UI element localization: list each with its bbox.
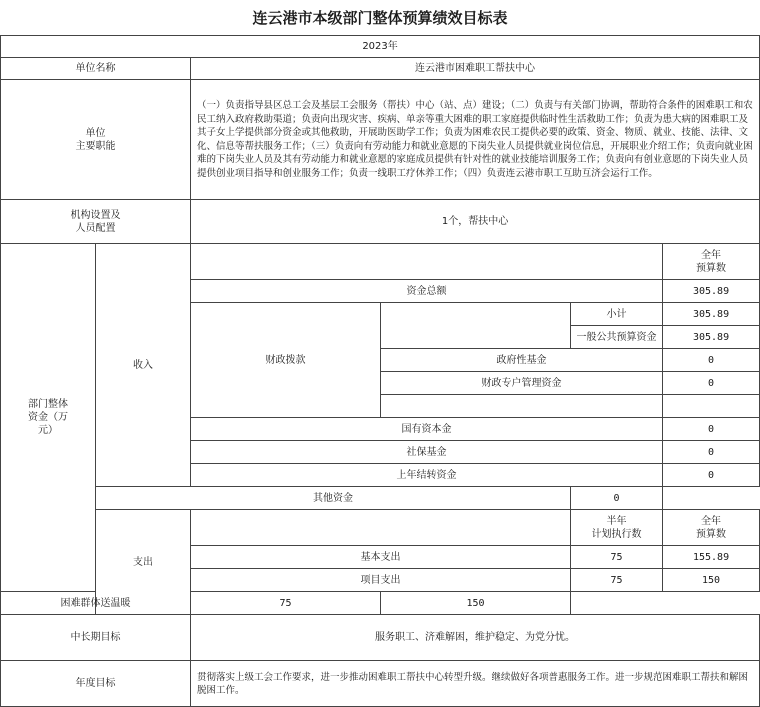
subtotal-label: 小计 (571, 303, 663, 326)
table-row (1, 592, 760, 615)
duty-text: （一）负责指导县区总工会及基层工会服务（帮扶）中心（站、点）建设；（二）负责与有关部门协调，帮助符合条件的困难职工和农民工纳入政府救助渠道；负责向出现灾害、疾病、单亲等重大困难的职工家庭提供临时性生活救助工作；负责为患大病的困难职工及其子女上学提供部分资金或其他救助，开展助医助学工作；负责为困难农民工提供必要的政策、资金、物质、就业、技能、法律、文化、信息等帮扶服务工作；（三）负责向有劳动能力和就业意愿的下岗失业人员提供就业岗位信息，开展职业介绍工作；负责向就业困难的下岗失业人员及其有劳动能力和就业意愿的家庭成员提供有针对性的就业技能培训服务工作；负责向有创业意愿的下岗失业人员提供创业项目指导和创业服务工作；负责一线职工疗休养工作；（四）负责连云港市职工互助互济会运行工作。 (191, 80, 760, 200)
unit-name-row (1, 58, 760, 80)
expense-half-header-line-1: 半年 (606, 515, 627, 527)
duty-label-line-2: 主要职能 (75, 140, 116, 152)
org-label (1, 200, 191, 244)
org-text: 1个，帮扶中心 (191, 200, 760, 244)
income-header-row (1, 244, 760, 280)
expense-header-row (1, 510, 760, 546)
income-full-header (663, 244, 760, 280)
carryover-label: 上年结转资金 (191, 464, 663, 487)
expense-full-header-line-2: 预算数 (696, 528, 727, 540)
expense-half-header (571, 510, 663, 546)
annual-label: 年度目标 (1, 661, 191, 707)
special-account-value: 0 (663, 372, 760, 395)
general-budget-value: 305.89 (663, 326, 760, 349)
expense-half-header-line-2: 计划执行数 (591, 528, 642, 540)
subtotal-value: 305.89 (663, 303, 760, 326)
project-expense-full: 150 (663, 569, 760, 592)
gov-fund-label: 政府性基金 (381, 349, 663, 372)
warmth-expense-label: 困难群体送温暖 (1, 592, 191, 615)
midterm-label: 中长期目标 (1, 615, 191, 661)
page-title: 连云港市本级部门整体预算绩效目标表 (252, 9, 508, 27)
project-expense-label: 项目支出 (191, 569, 571, 592)
midterm-text: 服务职工、济难解困，维护稳定、为党分忧。 (191, 615, 760, 661)
basic-expense-label: 基本支出 (191, 546, 571, 569)
social-fund-value: 0 (663, 441, 760, 464)
fiscal-tail-blank (381, 395, 663, 418)
fund-label (1, 244, 96, 592)
fund-label-line-1: 部门整体 (28, 399, 68, 410)
duty-label (1, 80, 191, 200)
org-label-line-2: 人员配置 (75, 222, 116, 234)
fund-label-line-3: 元） (38, 425, 58, 436)
income-full-header-line-1: 全年 (701, 249, 722, 261)
basic-expense-full: 155.89 (663, 546, 760, 569)
unit-name-value: 连云港市困难职工帮扶中心 (191, 58, 760, 80)
year-row (1, 36, 760, 58)
other-fund-label: 其他资金 (96, 487, 571, 510)
basic-expense-half: 75 (571, 546, 663, 569)
general-budget-label: 一般公共预算资金 (571, 326, 663, 349)
expense-header-blank (191, 510, 571, 546)
expense-full-header (663, 510, 760, 546)
other-fund-value: 0 (571, 487, 663, 510)
fiscal-blank (381, 303, 571, 349)
total-label: 资金总额 (191, 280, 663, 303)
duty-label-line-1: 单位 (85, 127, 106, 139)
unit-name-label: 单位名称 (1, 58, 191, 80)
budget-table (0, 35, 760, 707)
annual-text: 贯彻落实上级工会工作要求，进一步推动困难职工帮扶中心转型升级。继续做好各项普惠服务工作。进一步规范困难职工帮扶和解困脱困工作。 (191, 661, 760, 707)
table-row (1, 487, 760, 510)
org-row (1, 200, 760, 244)
total-value: 305.89 (663, 280, 760, 303)
project-expense-half: 75 (571, 569, 663, 592)
state-capital-value: 0 (663, 418, 760, 441)
state-capital-label: 国有资本金 (191, 418, 663, 441)
warmth-expense-half: 75 (191, 592, 381, 615)
social-fund-label: 社保基金 (191, 441, 663, 464)
org-label-line-1: 机构设置及 (70, 209, 121, 221)
fiscal-tail-value (663, 395, 760, 418)
expense-full-header-line-1: 全年 (701, 515, 722, 527)
warmth-expense-full: 150 (381, 592, 571, 615)
year: 2023年 (1, 36, 760, 58)
expense-label: 支出 (96, 510, 191, 615)
midterm-row (1, 615, 760, 661)
income-label: 收入 (96, 244, 191, 487)
special-account-label: 财政专户管理资金 (381, 372, 663, 395)
fiscal-label: 财政拨款 (191, 303, 381, 418)
carryover-value: 0 (663, 464, 760, 487)
duty-row (1, 80, 760, 200)
gov-fund-value: 0 (663, 349, 760, 372)
income-full-header-line-2: 预算数 (696, 262, 727, 274)
income-header-blank (191, 244, 663, 280)
fund-label-line-2: 资金（万 (28, 412, 68, 423)
